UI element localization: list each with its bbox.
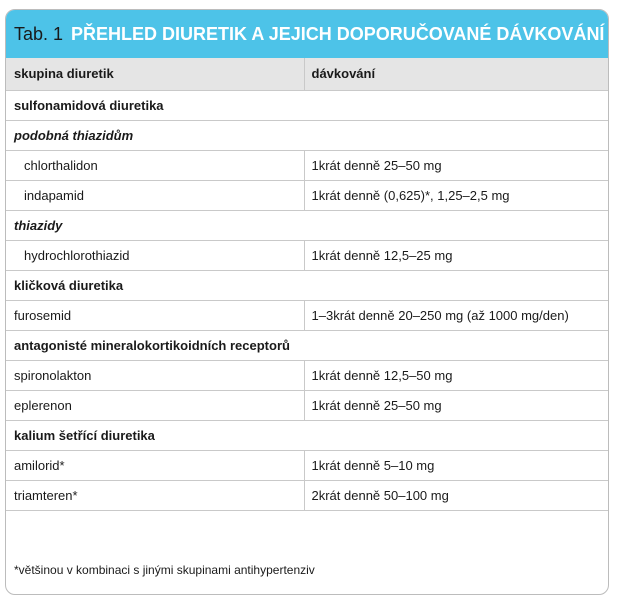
table-row	[6, 300, 608, 330]
group-row	[6, 90, 608, 120]
diuretic-name: furosemid	[6, 300, 304, 330]
dose-value: 1krát denně (0,625)*, 1,25–2,5 mg	[304, 180, 608, 210]
table-row	[6, 150, 608, 180]
footnote: *většinou v kombinaci s jinými skupinami antihypertenziv	[14, 563, 315, 577]
table-body	[6, 90, 608, 510]
group-label: kalium šetřící diuretika	[6, 420, 608, 450]
group-row	[6, 420, 608, 450]
diuretics-table	[6, 58, 608, 511]
diuretic-name: indapamid	[6, 180, 304, 210]
subgroup-row	[6, 120, 608, 150]
dose-value: 1krát denně 25–50 mg	[304, 150, 608, 180]
subgroup-label: thiazidy	[6, 210, 608, 240]
table-title-bar	[6, 10, 608, 58]
diuretic-name: spironolakton	[6, 360, 304, 390]
table-row	[6, 180, 608, 210]
subgroup-label: podobná thiazidům	[6, 120, 608, 150]
group-row	[6, 330, 608, 360]
table-row	[6, 240, 608, 270]
table-row	[6, 480, 608, 510]
subgroup-row	[6, 210, 608, 240]
dose-value: 1–3krát denně 20–250 mg (až 1000 mg/den)	[304, 300, 608, 330]
dose-value: 1krát denně 12,5–50 mg	[304, 360, 608, 390]
table-row	[6, 360, 608, 390]
group-label: antagonisté mineralokortikoidních receptorů	[6, 330, 608, 360]
dose-value: 1krát denně 5–10 mg	[304, 450, 608, 480]
diuretic-name: triamteren*	[6, 480, 304, 510]
diuretic-name: hydrochlorothiazid	[6, 240, 304, 270]
group-row	[6, 270, 608, 300]
dose-value: 1krát denně 25–50 mg	[304, 390, 608, 420]
header-dose-column: dávkování	[304, 58, 608, 90]
group-label: kličková diuretika	[6, 270, 608, 300]
table-number: Tab. 1	[14, 23, 64, 44]
table-header-row	[6, 58, 608, 90]
table-row	[6, 450, 608, 480]
table-card	[5, 9, 609, 595]
group-label: sulfonamidová diuretika	[6, 90, 608, 120]
header-group-column: skupina diuretik	[6, 58, 304, 90]
table-row	[6, 390, 608, 420]
diuretic-name: chlorthalidon	[6, 150, 304, 180]
diuretic-name: eplerenon	[6, 390, 304, 420]
dose-value: 1krát denně 12,5–25 mg	[304, 240, 608, 270]
dose-value: 2krát denně 50–100 mg	[304, 480, 608, 510]
diuretic-name: amilorid*	[6, 450, 304, 480]
table-title: PŘEHLED DIURETIK A JEJICH DOPORUČOVANÉ DÁVKOVÁNÍ	[71, 23, 605, 44]
